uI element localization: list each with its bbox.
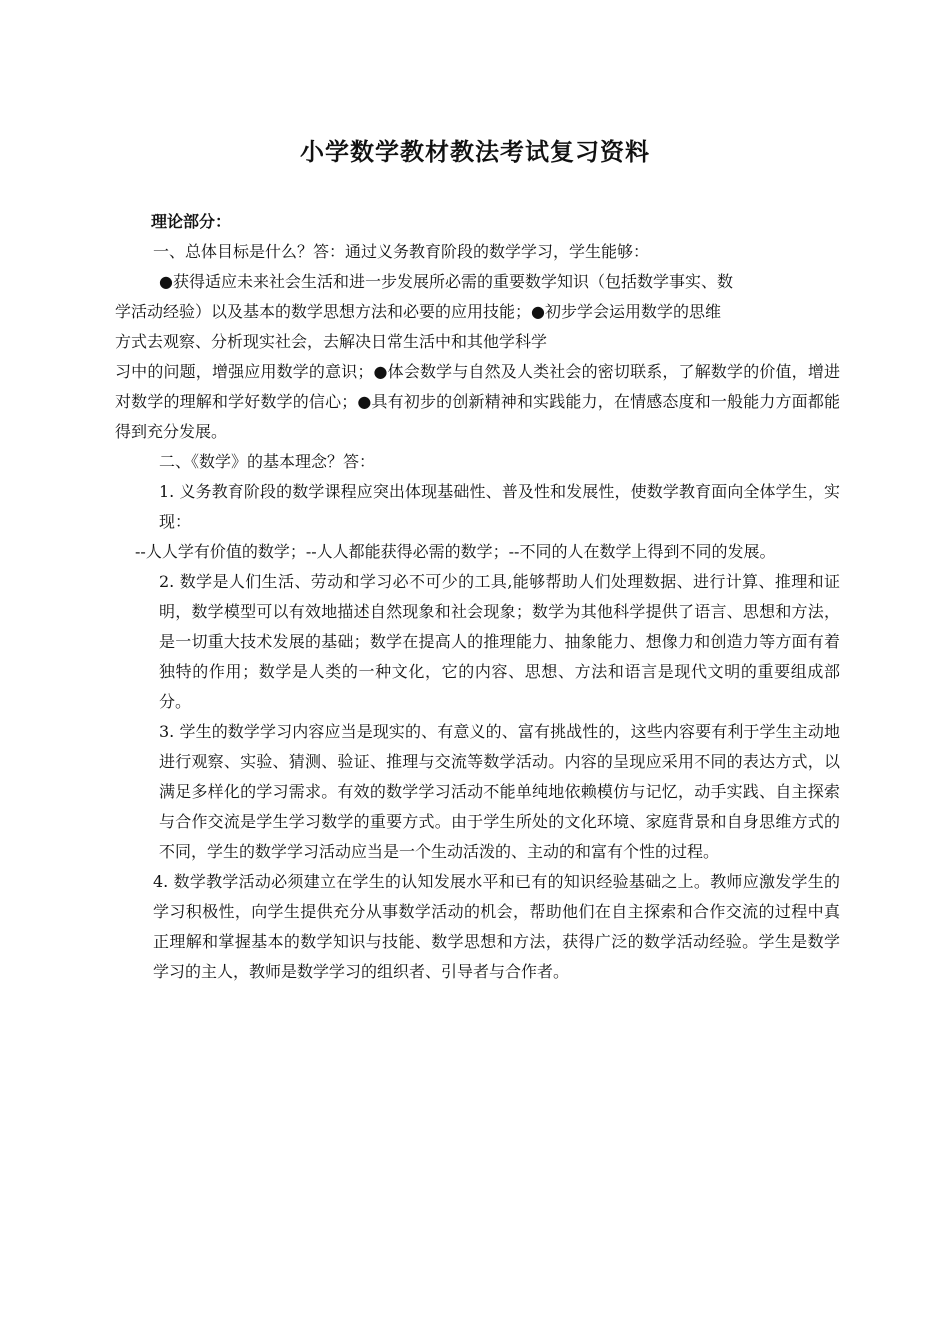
answer-1-line-1: ●获得适应未来社会生活和进一步发展所必需的重要数学知识（包括数学事实、数 xyxy=(159,272,733,291)
question-2: 二、《数学》的基本理念？答： xyxy=(159,452,376,471)
principle-2: 2. 数学是人们生活、劳动和学习必不可少的工具,能够帮助人们处理数据、进行计算、推理和证明，数学模型可以有效地描述自然现象和社会现象；数学为其他科学提供了语言、思想和方法，是一切重大技术发展的基础；数学在提高人的推理能力、抽象能力、想像力和创造力等方面有着独特的作用；数学是人类的一种文化，它的内容、思想、方法和语言是现代文明的重要组成部分。 xyxy=(159,572,840,711)
principle-1: 1. 义务教育阶段的数学课程应突出体现基础性、普及性和发展性，使数学教育面向全体学生，实现： xyxy=(159,482,840,531)
document-title: 小学数学教材教法考试复习资料 xyxy=(300,137,650,166)
question-1: 一、总体目标是什么？答：通过义务教育阶段的数学学习，学生能够： xyxy=(153,242,650,261)
principle-3: 3. 学生的数学学习内容应当是现实的、有意义的、富有挑战性的，这些内容要有利于学生主动地进行观察、实验、猜测、验证、推理与交流等数学活动。内容的呈现应采用不同的表达方式，以满足多样化的学习需求。有效的数学学习活动不能单纯地依赖模仿与记忆，动手实践、自主探索与合作交流是学生学习数学的重要方式。由于学生所处的文化环境、家庭背景和自身思维方式的不同，学生的数学学习活动应当是一个生动活泼的、主动的和富有个性的过程。 xyxy=(159,722,840,861)
principle-4: 4. 数学教学活动必须建立在学生的认知发展水平和已有的知识经验基础之上。教师应激发学生的学习积极性，向学生提供充分从事数学活动的机会，帮助他们在自主探索和合作交流的过程中真正理解和掌握基本的数学知识与技能、数学思想和方法，获得广泛的数学活动经验。学生是数学学习的主人，教师是数学学习的组织者、引导者与合作者。 xyxy=(153,872,840,981)
document-body xyxy=(115,207,840,987)
answer-1-line-2: 学活动经验）以及基本的数学思想方法和必要的应用技能；●初步学会运用数学的思维 xyxy=(115,302,721,321)
answer-1-rest: 习中的问题，增强应用数学的意识；●体会数学与自然及人类社会的密切联系，了解数学的价值，增进对数学的理解和学好数学的信心；●具有初步的创新精神和实践能力，在情感态度和一般能力方面都能得到充分发展。 xyxy=(115,362,840,441)
section-heading: 理论部分： xyxy=(151,212,232,231)
answer-1-line-3: 方式去观察、分析现实社会，去解决日常生活中和其他学科学 xyxy=(115,332,548,351)
principle-1-detail: --人人学有价值的数学；--人人都能获得必需的数学；--不同的人在数学上得到不同的发展。 xyxy=(135,542,776,561)
